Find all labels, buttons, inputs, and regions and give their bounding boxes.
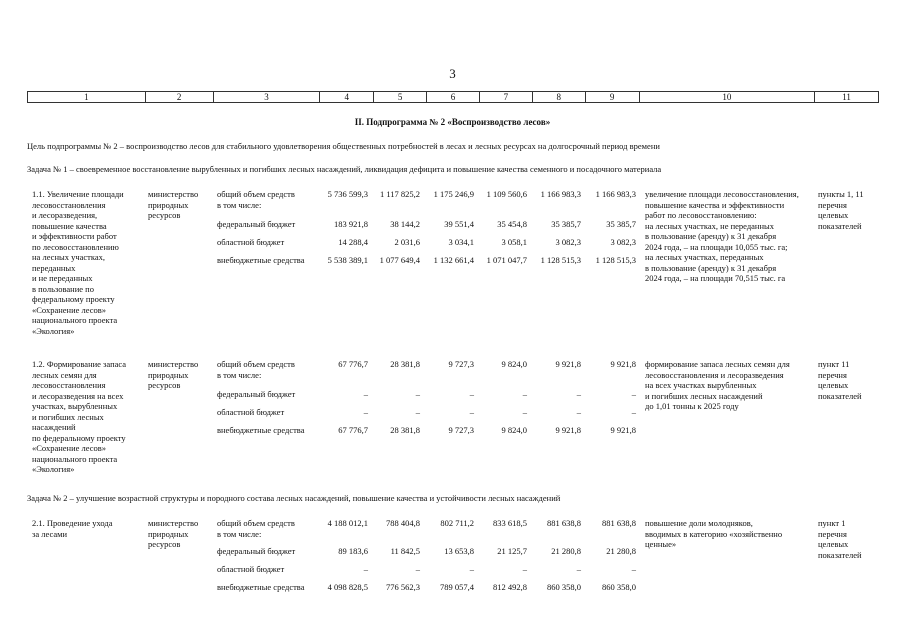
column-number: 1: [28, 92, 146, 102]
value-cell: 1 132 661,4: [433, 255, 474, 265]
value-cell: 5 736 599,3: [327, 189, 368, 199]
value-cell: –: [469, 564, 474, 574]
column-number: 4: [320, 92, 374, 102]
funding-source: областной бюджет: [217, 237, 285, 247]
value-cell: 9 921,8: [610, 359, 636, 369]
executor: министерство природных ресурсов: [148, 189, 199, 220]
value-cell: 89 183,6: [338, 546, 368, 556]
value-cell: 28 381,8: [390, 425, 420, 435]
value-cell: –: [631, 564, 636, 574]
value-cell: 1 166 983,3: [595, 189, 636, 199]
executor: министерство природных ресурсов: [148, 518, 199, 549]
funding-source: федеральный бюджет: [217, 389, 296, 399]
value-cell: 1 077 649,4: [379, 255, 420, 265]
value-cell: 1 128 515,3: [540, 255, 581, 265]
task-1: Задача № 1 – своевременное восстановление вырубленных и погибших лесных насаждений, ликвидация дефицита и повышение качества семенного и посадочного материала: [27, 164, 662, 174]
value-cell: 21 125,7: [497, 546, 527, 556]
column-number-header: [27, 91, 879, 103]
value-cell: 9 824,0: [501, 359, 527, 369]
funding-source: внебюджетные средства: [217, 582, 305, 592]
funding-source: общий объем средств в том числе:: [217, 189, 295, 210]
value-cell: –: [415, 407, 420, 417]
value-cell: 812 492,8: [493, 582, 527, 592]
value-cell: –: [576, 564, 581, 574]
measure-name: 1.1. Увеличение площади лесовосстановления и лесоразведения, повышение качества и эффективности работ по лесовосстановлению на лесных участках, переданных и не переданных в пользование по федеральному проекту «Сохранение лесов» национального проекта «Экология»: [32, 189, 124, 336]
value-cell: 9 921,8: [555, 425, 581, 435]
value-cell: 9 921,8: [610, 425, 636, 435]
value-cell: 860 358,0: [602, 582, 636, 592]
funding-source: внебюджетные средства: [217, 255, 305, 265]
value-cell: 1 109 560,6: [486, 189, 527, 199]
column-number: 9: [586, 92, 640, 102]
value-cell: –: [469, 407, 474, 417]
column-number: 6: [427, 92, 480, 102]
program-goal: Цель подпрограммы № 2 – воспроизводство лесов для стабильного удовлетворения общественных потребностей в лесах и лесных ресурсах на долгосрочный период времени: [27, 141, 660, 151]
value-cell: 67 776,7: [338, 425, 368, 435]
value-cell: 881 638,8: [547, 518, 581, 528]
column-number: 3: [214, 92, 321, 102]
value-cell: –: [363, 407, 368, 417]
indicator-link: пункты 1, 11 перечня целевых показателей: [818, 189, 864, 231]
value-cell: –: [631, 407, 636, 417]
value-cell: –: [522, 407, 527, 417]
expected-result: формирование запаса лесных семян для лесовосстановления и лесоразведения на всех участках вырубленных и погибших лесных насаждений до 1,01 тонны к 2025 году: [645, 359, 790, 411]
value-cell: 4 098 828,5: [327, 582, 368, 592]
value-cell: 5 538 389,1: [327, 255, 368, 265]
value-cell: 35 385,7: [606, 219, 636, 229]
column-number: 5: [374, 92, 427, 102]
value-cell: 881 638,8: [602, 518, 636, 528]
column-number: 11: [842, 92, 851, 102]
value-cell: 3 034,1: [448, 237, 474, 247]
indicator-link: пункт 1 перечня целевых показателей: [818, 518, 862, 560]
value-cell: 13 653,8: [444, 546, 474, 556]
value-cell: 39 551,4: [444, 219, 474, 229]
value-cell: –: [576, 407, 581, 417]
value-cell: 1 117 825,2: [379, 189, 420, 199]
value-cell: –: [576, 389, 581, 399]
column-number: 2: [146, 92, 214, 102]
value-cell: 788 404,8: [386, 518, 420, 528]
value-cell: 1 071 047,7: [486, 255, 527, 265]
value-cell: 21 280,8: [606, 546, 636, 556]
funding-source: федеральный бюджет: [217, 546, 296, 556]
value-cell: 833 618,5: [493, 518, 527, 528]
value-cell: 11 842,5: [390, 546, 420, 556]
measure-name: 1.2. Формирование запаса лесных семян для лесовосстановления и лесоразведения на всех участках, вырубленных и погибших лесных насаждений по федеральному проекту «Сохранение лесов» национального проекта «Экология»: [32, 359, 127, 474]
value-cell: 21 280,8: [551, 546, 581, 556]
value-cell: 9 921,8: [555, 359, 581, 369]
value-cell: 38 144,2: [390, 219, 420, 229]
indicator-link: пункт 11 перечня целевых показателей: [818, 359, 862, 401]
value-cell: 789 057,4: [440, 582, 474, 592]
funding-source: областной бюджет: [217, 564, 285, 574]
value-cell: 67 776,7: [338, 359, 368, 369]
value-cell: –: [522, 564, 527, 574]
column-number: 7: [480, 92, 533, 102]
value-cell: 3 058,1: [501, 237, 527, 247]
funding-source: федеральный бюджет: [217, 219, 296, 229]
value-cell: –: [631, 389, 636, 399]
funding-source: общий объем средств в том числе:: [217, 359, 295, 380]
value-cell: 776 562,3: [386, 582, 420, 592]
executor: министерство природных ресурсов: [148, 359, 199, 390]
value-cell: 802 711,2: [440, 518, 474, 528]
value-cell: 14 288,4: [338, 237, 368, 247]
funding-source: общий объем средств в том числе:: [217, 518, 295, 539]
column-number: 10: [640, 92, 816, 102]
value-cell: 9 727,3: [448, 425, 474, 435]
value-cell: –: [363, 564, 368, 574]
column-number: 8: [533, 92, 586, 102]
page-number: 3: [449, 66, 456, 81]
value-cell: 35 454,8: [497, 219, 527, 229]
funding-source: областной бюджет: [217, 407, 285, 417]
value-cell: 35 385,7: [551, 219, 581, 229]
value-cell: 860 358,0: [547, 582, 581, 592]
value-cell: 2 031,6: [394, 237, 420, 247]
task-2: Задача № 2 – улучшение возрастной структуры и породного состава лесных насаждений, повышение качества и устойчивости лесных насаждений: [27, 493, 561, 503]
value-cell: 3 082,3: [555, 237, 581, 247]
value-cell: 9 727,3: [448, 359, 474, 369]
expected-result: повышение доли молодняков, вводимых в категорию «хозяйственно ценные»: [645, 518, 783, 549]
value-cell: 28 381,8: [390, 359, 420, 369]
value-cell: –: [415, 389, 420, 399]
value-cell: 9 824,0: [501, 425, 527, 435]
value-cell: 1 175 246,9: [433, 189, 474, 199]
measure-name: 2.1. Проведение ухода за лесами: [32, 518, 113, 539]
funding-source: внебюджетные средства: [217, 425, 305, 435]
value-cell: 183 921,8: [334, 219, 368, 229]
value-cell: –: [469, 389, 474, 399]
value-cell: –: [522, 389, 527, 399]
value-cell: 1 166 983,3: [540, 189, 581, 199]
value-cell: 3 082,3: [610, 237, 636, 247]
expected-result: увеличение площади лесовосстановления, повышение качества и эффективности работ по лесовосстановлению: на лесных участках, не переданных в пользование (аренду) к 31 декабря 2024 года, – на площади 10,055 тыс. га; на лесных участках, переданных в пользование (аренду) к 31 декабря 2024 года, – на площади 70,515 тыс. га: [645, 189, 799, 283]
value-cell: 1 128 515,3: [595, 255, 636, 265]
value-cell: –: [415, 564, 420, 574]
section-title: II. Подпрограмма № 2 «Воспроизводство лесов»: [354, 117, 551, 127]
value-cell: 4 188 012,1: [327, 518, 368, 528]
value-cell: –: [363, 389, 368, 399]
